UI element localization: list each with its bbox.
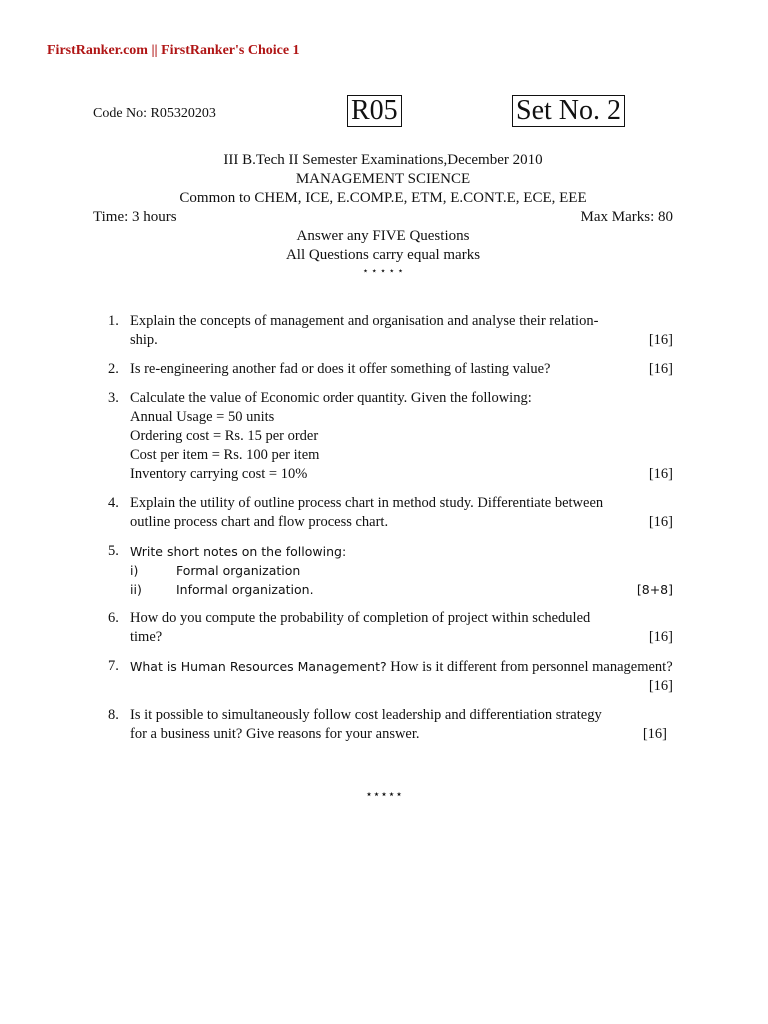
marks: [8+8]: [636, 582, 673, 597]
exam-title: III B.Tech II Semester Examinations,December 2010: [223, 152, 543, 168]
given-item: Cost per item = Rs. 100 per item: [130, 447, 320, 463]
question-2: 2. Is re-engineering another fad or does it offer something of lasting value? [16]: [108, 361, 673, 377]
code-number: Code No: R05320203: [93, 106, 216, 121]
marks: [16]: [648, 514, 673, 530]
header-stars: ⋆ ⋆ ⋆ ⋆ ⋆: [362, 266, 404, 277]
site-banner: FirstRanker.com || FirstRanker's Choice 1: [47, 43, 300, 58]
marks: [16]: [648, 361, 673, 377]
marks: [16]: [648, 629, 673, 645]
time-label: Time: 3 hours: [93, 209, 177, 225]
time-marks-row: [93, 209, 673, 226]
instruction-equal: All Questions carry equal marks: [285, 247, 481, 263]
question-7: 7. What is Human Resources Management? How is it different from personnel management? [16]: [108, 658, 673, 694]
marks: [16]: [648, 466, 673, 482]
given-item: Ordering cost = Rs. 15 per order: [130, 428, 319, 444]
common-to: Common to CHEM, ICE, E.COMP.E, ETM, E.CONT.E, ECE, EEE: [179, 190, 587, 206]
marks: [16]: [642, 726, 667, 742]
question-3: 3. Calculate the value of Economic order quantity. Given the following: Annual Usage = 50 units Ordering cost = Rs. 15 per order Cost per item = Rs. 100 per item Inventory carrying cost = 10% [16]: [108, 390, 673, 482]
max-marks-label: Max Marks: 80: [580, 209, 673, 225]
marks: [16]: [648, 678, 673, 694]
question-4: 4. Explain the utility of outline process chart in method study. Differentiate between outline process chart and flow process chart. [16]: [108, 495, 673, 530]
footer-stars: ⋆⋆⋆⋆⋆: [365, 787, 403, 801]
question-5: 5. Write short notes on the following: i) Formal organization ii) Informal organization. [8+8]: [108, 543, 673, 597]
given-item: Annual Usage = 50 units: [130, 409, 275, 425]
question-1: 1. Explain the concepts of management and organisation and analyse their relation- ship. [16]: [108, 313, 673, 348]
scheme-box: R05: [347, 95, 402, 127]
marks: [16]: [648, 332, 673, 348]
question-list: [108, 312, 673, 754]
instruction-five: Answer any FIVE Questions: [296, 228, 470, 244]
subject-title: MANAGEMENT SCIENCE: [295, 171, 471, 187]
given-item: Inventory carrying cost = 10%: [130, 466, 308, 482]
set-number-box: Set No. 2: [512, 95, 625, 127]
question-8: 8. Is it possible to simultaneously follow cost leadership and differentiation strategy for a business unit? Give reasons for your answer. [16]: [108, 707, 667, 742]
question-6: 6. How do you compute the probability of completion of project within scheduled time? [16]: [108, 610, 673, 645]
